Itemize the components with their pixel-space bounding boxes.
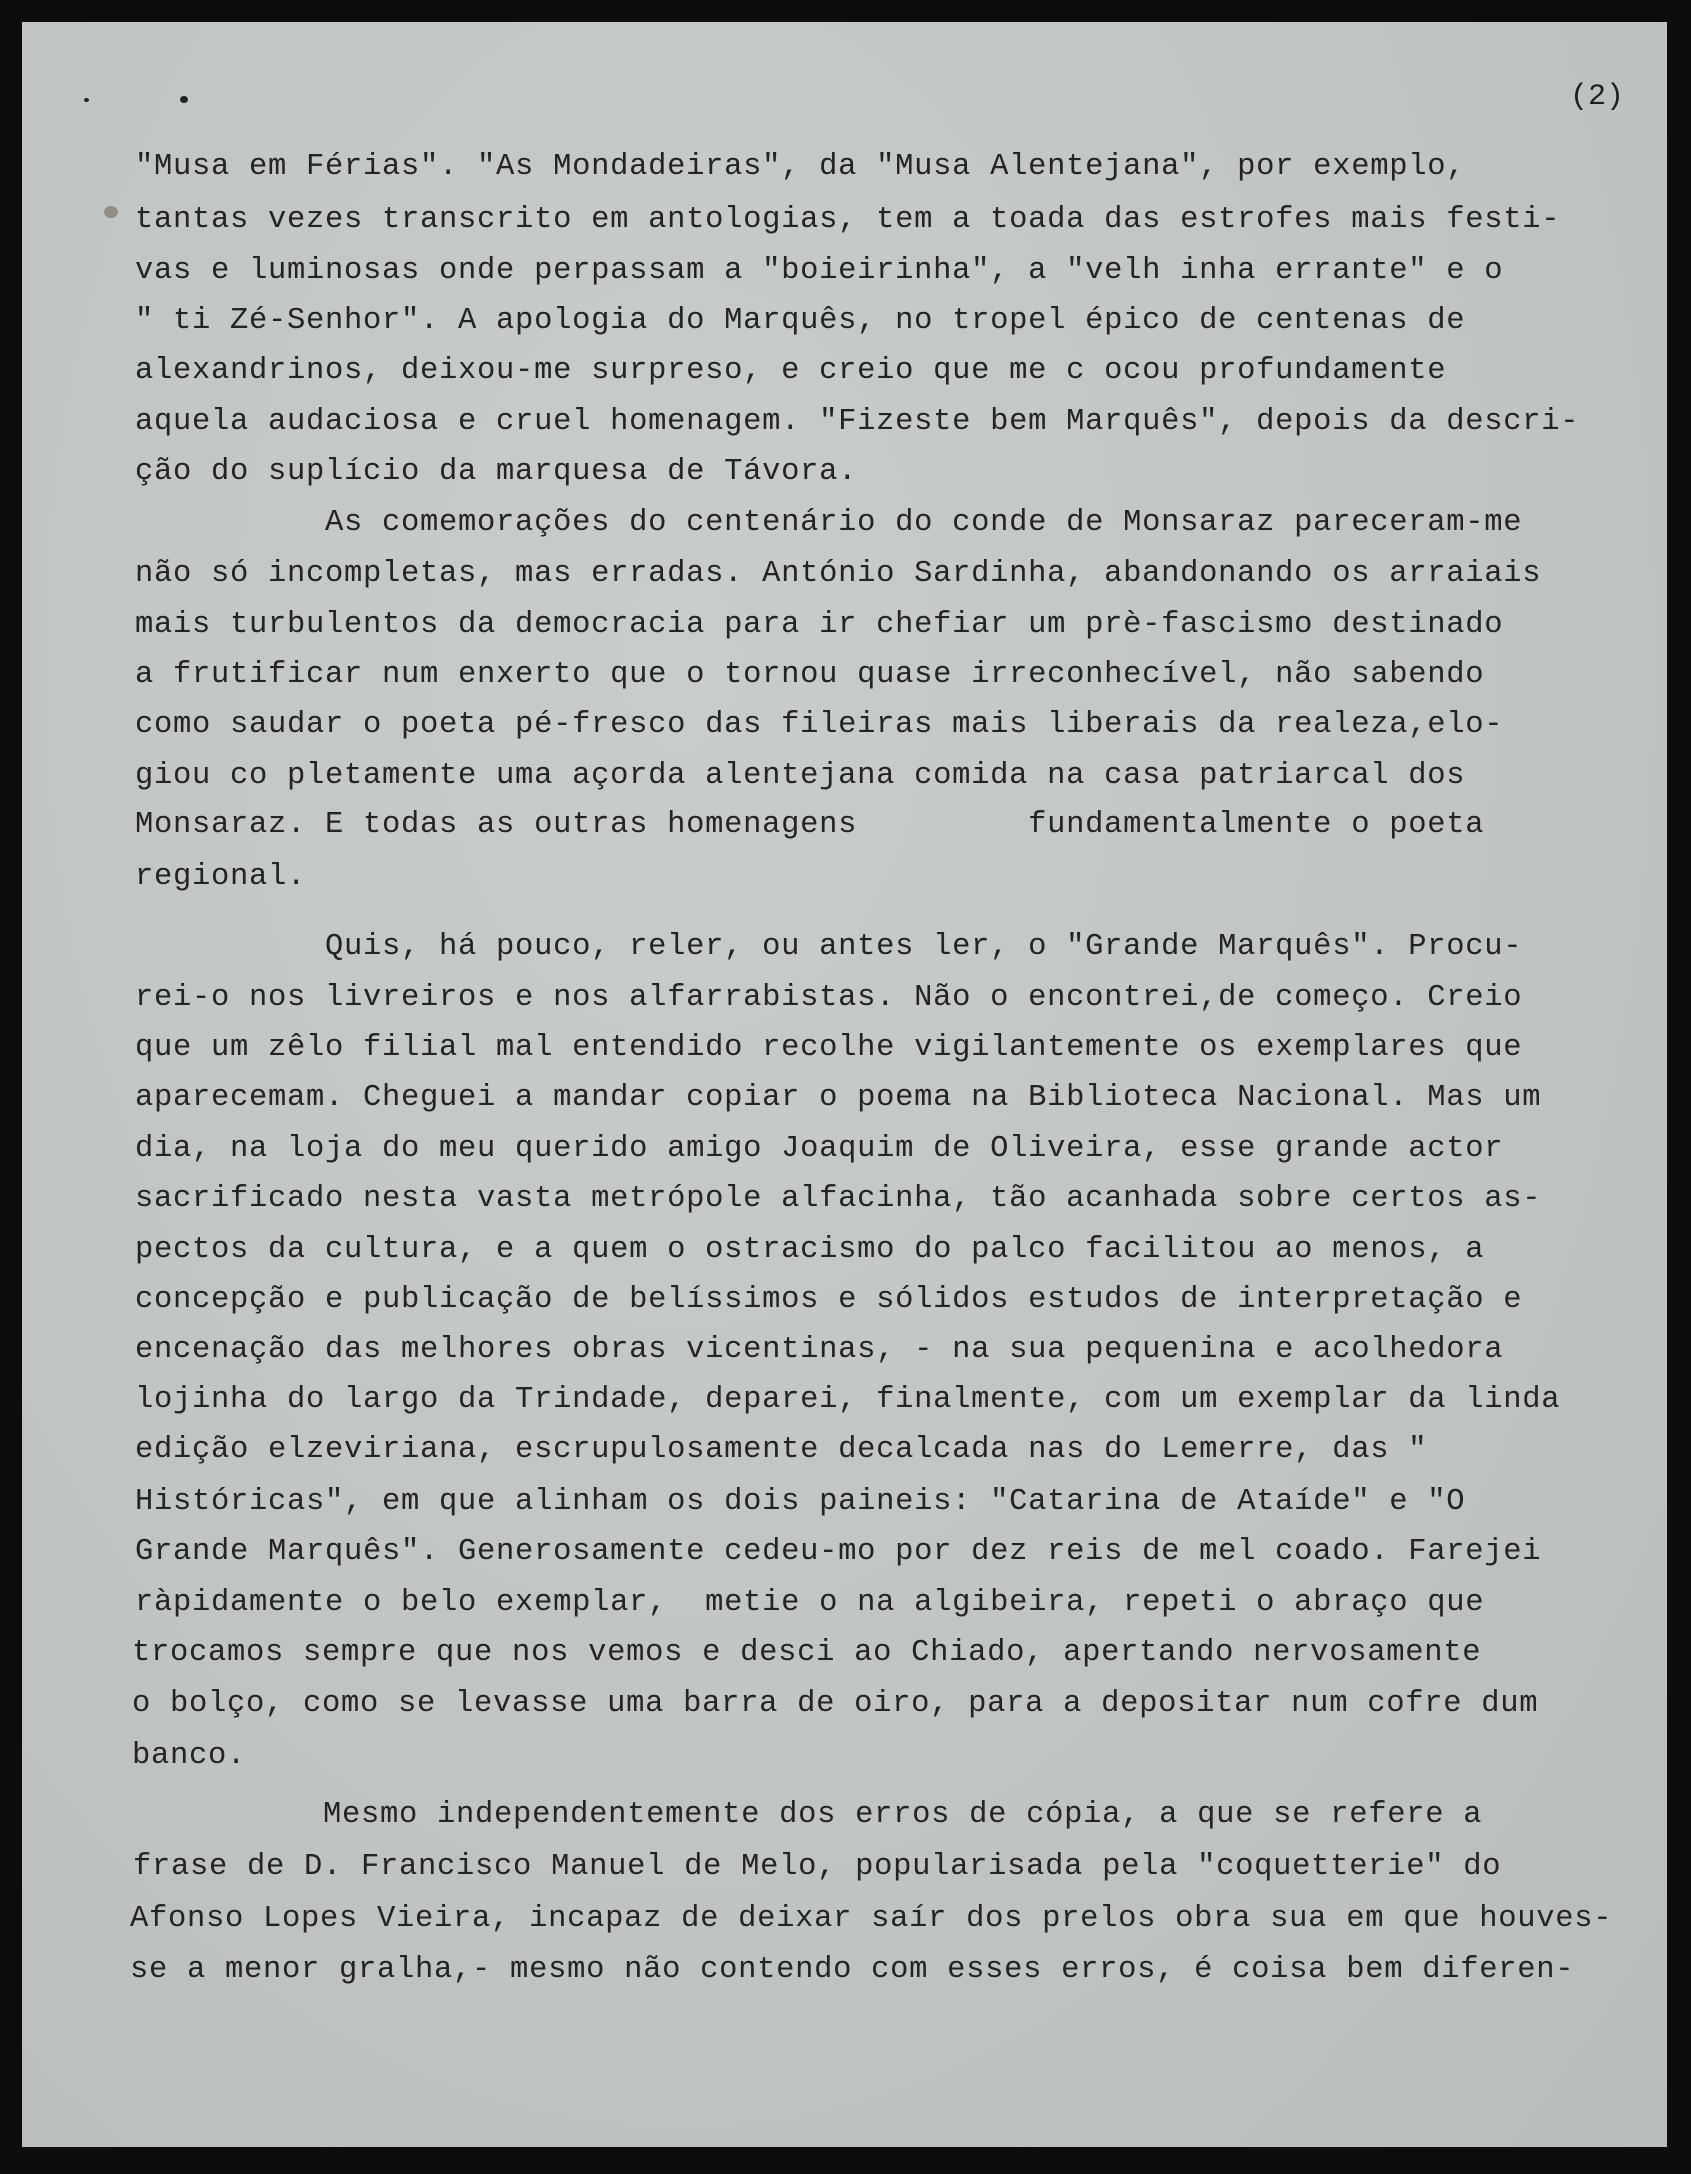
text-line: tantas vezes transcrito em antologias, tem a toada das estrofes mais festi-	[135, 203, 1561, 237]
typewritten-page	[22, 22, 1667, 2147]
text-line: As comemorações do centenário do conde de Monsaraz pareceram-me	[135, 506, 1523, 540]
text-line: banco.	[132, 1739, 247, 1773]
ink-speck	[180, 96, 188, 103]
text-line: aparecemam. Cheguei a mandar copiar o poema na Biblioteca Nacional. Mas um	[135, 1081, 1542, 1115]
page-number: (2)	[1570, 80, 1625, 114]
ink-speck	[84, 98, 89, 102]
text-line: vas e luminosas onde perpassam a "boieirinha", a "velh inha errante" e o	[135, 254, 1504, 288]
text-line: trocamos sempre que nos vemos e desci ao Chiado, apertando nervosamente	[132, 1636, 1482, 1670]
text-line: a frutificar num enxerto que o tornou quase irreconhecível, não sabendo	[135, 658, 1485, 692]
text-line: aquela audaciosa e cruel homenagem. "Fizeste bem Marquês", depois da descri-	[135, 405, 1580, 439]
text-line: frase de D. Francisco Manuel de Melo, popularisada pela "coquetterie" do	[133, 1850, 1502, 1884]
text-line: edição elzeviriana, escrupulosamente decalcada nas do Lemerre, das "	[135, 1433, 1428, 1467]
text-line: o bolço, como se levasse uma barra de oiro, para a depositar num cofre dum	[132, 1687, 1539, 1721]
text-line: ràpidamente o belo exemplar, metie o na algibeira, repeti o abraço que	[135, 1586, 1485, 1620]
text-line: Monsaraz. E todas as outras homenagens fundamentalmente o poeta	[135, 808, 1485, 842]
text-line: sacrificado nesta vasta metrópole alfacinha, tão acanhada sobre certos as-	[135, 1182, 1542, 1216]
text-line: giou co pletamente uma açorda alentejana comida na casa patriarcal dos	[135, 759, 1466, 793]
text-line: " ti Zé-Senhor". A apologia do Marquês, no tropel épico de centenas de	[135, 304, 1466, 338]
text-line: concepção e publicação de belíssimos e sólidos estudos de interpretação e	[135, 1283, 1523, 1317]
text-line: rei-o nos livreiros e nos alfarrabistas. Não o encontrei,de começo. Creio	[135, 981, 1523, 1015]
text-line: alexandrinos, deixou-me surpreso, e creio que me c ocou profundamente	[135, 354, 1447, 388]
text-line: Afonso Lopes Vieira, incapaz de deixar saír dos prelos obra sua em que houves-	[130, 1902, 1613, 1936]
text-line: Grande Marquês". Generosamente cedeu-mo por dez reis de mel coado. Farejei	[135, 1535, 1542, 1569]
text-line: lojinha do largo da Trindade, deparei, finalmente, com um exemplar da linda	[135, 1383, 1561, 1417]
text-line: mais turbulentos da democracia para ir chefiar um prè-fascismo destinado	[135, 608, 1504, 642]
text-line: Históricas", em que alinham os dois paineis: "Catarina de Ataíde" e "O	[135, 1485, 1466, 1519]
text-line: Mesmo independentemente dos erros de cópia, a que se refere a	[133, 1798, 1483, 1832]
text-line: pectos da cultura, e a quem o ostracismo do palco facilitou ao menos, a	[135, 1233, 1485, 1267]
text-line: Quis, há pouco, reler, ou antes ler, o "Grande Marquês". Procu-	[135, 930, 1523, 964]
text-line: não só incompletas, mas erradas. António Sardinha, abandonando os arraiais	[135, 557, 1542, 591]
text-line: que um zêlo filial mal entendido recolhe vigilantemente os exemplares que	[135, 1031, 1523, 1065]
text-line: como saudar o poeta pé-fresco das fileiras mais liberais da realeza,elo-	[135, 708, 1504, 742]
text-line: regional.	[135, 860, 307, 894]
text-line: se a menor gralha,- mesmo não contendo com esses erros, é coisa bem diferen-	[130, 1953, 1575, 1987]
text-line: encenação das melhores obras vicentinas, - na sua pequenina e acolhedora	[135, 1333, 1504, 1367]
text-line: "Musa em Férias". "As Mondadeiras", da "Musa Alentejana", por exemplo,	[135, 150, 1466, 184]
text-line: dia, na loja do meu querido amigo Joaquim de Oliveira, esse grande actor	[135, 1132, 1504, 1166]
text-line: ção do suplício da marquesa de Távora.	[135, 455, 858, 489]
ink-stain	[104, 206, 118, 218]
